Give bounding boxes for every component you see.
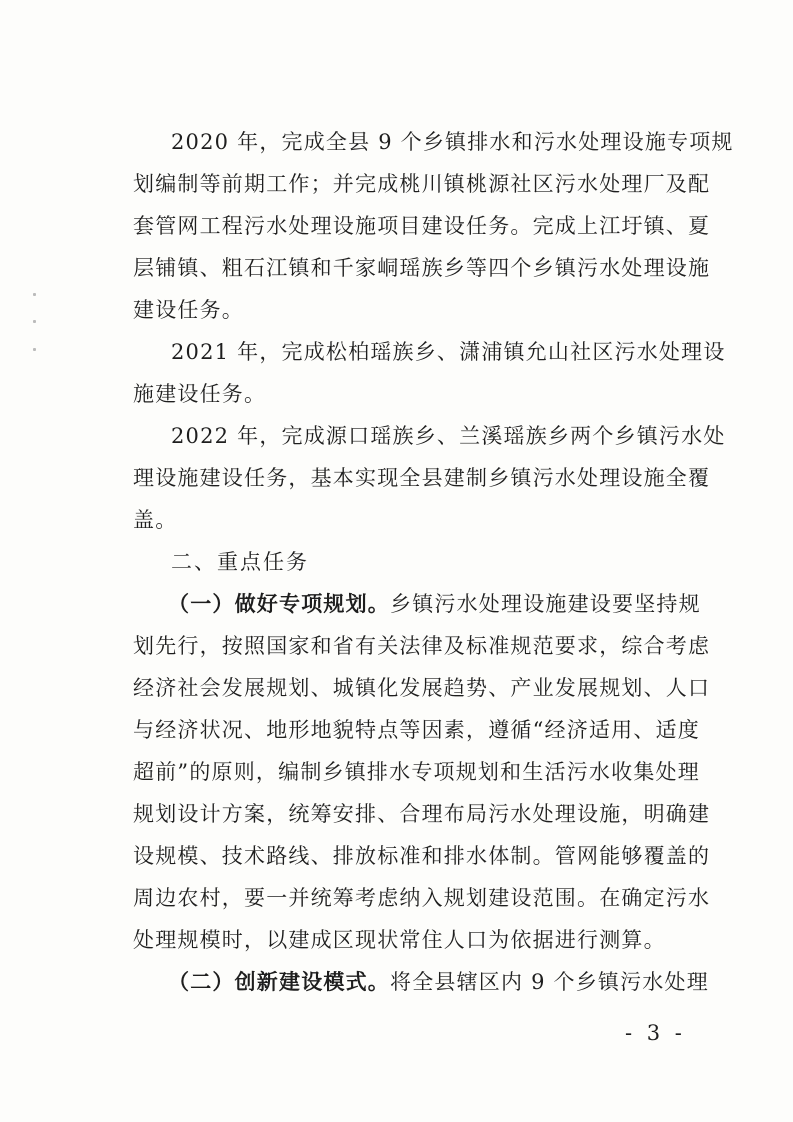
- task1-line: 划先行，按照国家和省有关法律及标准规范要求，综合考虑: [133, 634, 711, 658]
- task1-line: 与经济状况、地形地貌特点等因素，遵循“经济适用、适度: [133, 718, 700, 742]
- paragraph-2022-line: 2022 年，完成源口瑶族乡、兰溪瑶族乡两个乡镇污水处: [171, 424, 726, 448]
- task1-line: 规划设计方案，统筹安排、合理布局污水处理设施，明确建: [133, 802, 711, 826]
- paragraph-2020-line: 划编制等前期工作；并完成桃川镇桃源社区污水处理厂及配: [133, 172, 711, 196]
- task1-line: 处理规模时，以建成区现状常住人口为依据进行测算。: [133, 928, 666, 952]
- scan-mark: [33, 320, 36, 323]
- task2-title: （二）创新建设模式。: [168, 969, 390, 994]
- paragraph-2020-line: 层铺镇、粗石江镇和千家峒瑶族乡等四个乡镇污水处理设施: [133, 256, 711, 280]
- task2-first-line: [168, 968, 709, 996]
- scan-mark: [33, 293, 36, 296]
- scan-mark: [33, 348, 36, 351]
- paragraph-2022-line: 理设施建设任务，基本实现全县建制乡镇污水处理设施全覆: [133, 466, 711, 490]
- paragraph-2022-line: 盖。: [133, 508, 178, 532]
- paragraph-2020-line: 套管网工程污水处理设施项目建设任务。完成上江圩镇、夏: [133, 214, 711, 238]
- section-heading: 二、重点任务: [171, 550, 309, 574]
- paragraph-2020-line: 2020 年，完成全县 9 个乡镇排水和污水处理设施专项规: [171, 130, 734, 154]
- page-number: - 3 -: [625, 1021, 686, 1045]
- task1-line: 经济社会发展规划、城镇化发展趋势、产业发展规划、人口: [133, 676, 711, 700]
- task1-text: 乡镇污水处理设施建设要坚持规: [390, 592, 701, 616]
- task2-text: 将全县辖区内 9 个乡镇污水处理: [390, 970, 709, 994]
- paragraph-2021-line: 施建设任务。: [133, 382, 267, 406]
- task1-line: 设规模、技术路线、排放标准和排水体制。管网能够覆盖的: [133, 844, 711, 868]
- task1-title: （一）做好专项规划。: [168, 591, 390, 616]
- task1-line: 周边农村，要一并统筹考虑纳入规划建设范围。在确定污水: [133, 886, 711, 910]
- task1-first-line: [168, 590, 701, 618]
- paragraph-2020-line: 建设任务。: [133, 298, 244, 322]
- task1-line: 超前”的原则，编制乡镇排水专项规划和生活污水收集处理: [133, 760, 700, 784]
- paragraph-2021-line: 2021 年，完成松柏瑶族乡、潇浦镇允山社区污水处理设: [171, 340, 726, 364]
